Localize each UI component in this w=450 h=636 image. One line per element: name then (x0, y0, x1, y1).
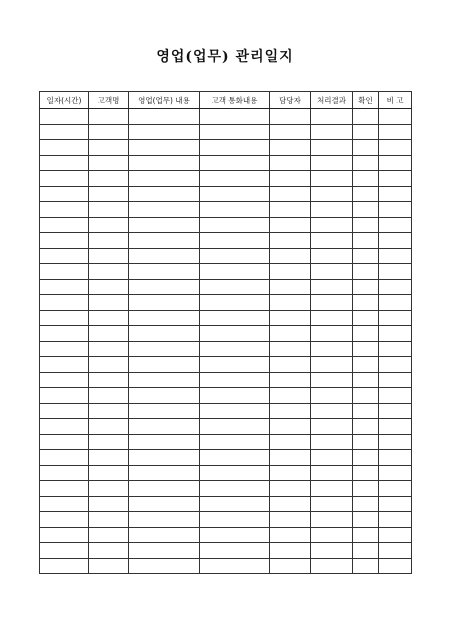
table-cell[interactable] (200, 109, 270, 125)
table-cell[interactable] (40, 512, 89, 528)
table-cell[interactable] (40, 295, 89, 311)
table-cell[interactable] (270, 186, 311, 202)
table-cell[interactable] (379, 326, 412, 342)
table-cell[interactable] (89, 202, 129, 218)
table-cell[interactable] (89, 496, 129, 512)
table-cell[interactable] (40, 186, 89, 202)
table-row (40, 264, 412, 280)
table-cell[interactable] (89, 140, 129, 156)
table-cell[interactable] (311, 279, 353, 295)
table-cell[interactable] (270, 310, 311, 326)
table-cell[interactable] (270, 140, 311, 156)
table-cell[interactable] (40, 434, 89, 450)
col-header-date-time: 일자(시간) (40, 92, 89, 109)
table-cell[interactable] (200, 310, 270, 326)
table-cell[interactable] (353, 279, 379, 295)
table-cell[interactable] (270, 233, 311, 249)
table-cell[interactable] (353, 171, 379, 187)
table-cell[interactable] (129, 465, 200, 481)
table-cell[interactable] (89, 357, 129, 373)
table-row (40, 124, 412, 140)
table-cell[interactable] (311, 264, 353, 280)
table-cell[interactable] (311, 140, 353, 156)
table-cell[interactable] (379, 279, 412, 295)
table-cell[interactable] (89, 326, 129, 342)
table-cell[interactable] (270, 403, 311, 419)
col-header-remarks: 비 고 (379, 92, 412, 109)
table-cell[interactable] (200, 481, 270, 497)
table-row (40, 496, 412, 512)
table-cell[interactable] (129, 171, 200, 187)
table-cell[interactable] (311, 124, 353, 140)
table-cell[interactable] (379, 233, 412, 249)
table-row (40, 140, 412, 156)
table-cell[interactable] (270, 217, 311, 233)
table-cell[interactable] (270, 434, 311, 450)
table-cell[interactable] (40, 171, 89, 187)
table-cell[interactable] (311, 419, 353, 435)
table-cell[interactable] (353, 109, 379, 125)
table-cell[interactable] (40, 217, 89, 233)
table-cell[interactable] (353, 419, 379, 435)
table-row (40, 248, 412, 264)
table-cell[interactable] (129, 295, 200, 311)
table-cell[interactable] (40, 527, 89, 543)
table-cell[interactable] (89, 465, 129, 481)
table-cell[interactable] (40, 155, 89, 171)
management-log-table (39, 91, 412, 574)
table-cell[interactable] (129, 326, 200, 342)
table-cell[interactable] (379, 481, 412, 497)
table-cell[interactable] (379, 341, 412, 357)
table-row (40, 171, 412, 187)
table-cell[interactable] (379, 264, 412, 280)
table-cell[interactable] (270, 450, 311, 466)
col-header-customer-name: 고객명 (89, 92, 129, 109)
table-cell[interactable] (89, 109, 129, 125)
table-cell[interactable] (311, 109, 353, 125)
table-cell[interactable] (379, 388, 412, 404)
table-cell[interactable] (40, 202, 89, 218)
table-cell[interactable] (200, 326, 270, 342)
table-row (40, 465, 412, 481)
table-cell[interactable] (353, 248, 379, 264)
table-cell[interactable] (311, 186, 353, 202)
col-header-business-content: 영업(업무) 내용 (129, 92, 200, 109)
table-cell[interactable] (89, 543, 129, 559)
table-cell[interactable] (311, 310, 353, 326)
table-row (40, 295, 412, 311)
table-cell[interactable] (379, 124, 412, 140)
table-row (40, 357, 412, 373)
table-row (40, 202, 412, 218)
table-cell[interactable] (40, 465, 89, 481)
table-cell[interactable] (129, 512, 200, 528)
table-cell[interactable] (311, 512, 353, 528)
table-row (40, 403, 412, 419)
table-cell[interactable] (40, 357, 89, 373)
table-cell[interactable] (270, 512, 311, 528)
table-cell[interactable] (379, 434, 412, 450)
table-cell[interactable] (353, 403, 379, 419)
table-cell[interactable] (353, 295, 379, 311)
table-cell[interactable] (379, 403, 412, 419)
table-cell[interactable] (311, 171, 353, 187)
table-cell[interactable] (40, 481, 89, 497)
table-cell[interactable] (353, 202, 379, 218)
table-cell[interactable] (353, 512, 379, 528)
table-cell[interactable] (311, 248, 353, 264)
table-cell[interactable] (89, 186, 129, 202)
table-cell[interactable] (311, 543, 353, 559)
table-cell[interactable] (89, 372, 129, 388)
table-cell[interactable] (200, 186, 270, 202)
table-cell[interactable] (129, 372, 200, 388)
table-cell[interactable] (40, 124, 89, 140)
table-cell[interactable] (40, 496, 89, 512)
table-cell[interactable] (200, 171, 270, 187)
table-cell[interactable] (129, 434, 200, 450)
table-row (40, 543, 412, 559)
table-cell[interactable] (40, 419, 89, 435)
table-cell[interactable] (353, 543, 379, 559)
table-cell[interactable] (311, 558, 353, 574)
table-cell[interactable] (200, 295, 270, 311)
table-cell[interactable] (379, 543, 412, 559)
table-cell[interactable] (353, 465, 379, 481)
table-row (40, 109, 412, 125)
table-cell[interactable] (89, 248, 129, 264)
table-row (40, 419, 412, 435)
table-cell[interactable] (379, 186, 412, 202)
table-cell[interactable] (353, 450, 379, 466)
table-cell[interactable] (200, 233, 270, 249)
table-row (40, 434, 412, 450)
table-cell[interactable] (89, 527, 129, 543)
table-cell[interactable] (129, 310, 200, 326)
table-cell[interactable] (200, 264, 270, 280)
table-cell[interactable] (40, 264, 89, 280)
table-cell[interactable] (379, 171, 412, 187)
table-cell[interactable] (200, 543, 270, 559)
table-cell[interactable] (353, 155, 379, 171)
table-cell[interactable] (129, 357, 200, 373)
table-cell[interactable] (353, 372, 379, 388)
table-cell[interactable] (89, 403, 129, 419)
table-cell[interactable] (379, 496, 412, 512)
table-cell[interactable] (200, 496, 270, 512)
table-cell[interactable] (311, 527, 353, 543)
table-cell[interactable] (353, 558, 379, 574)
table-cell[interactable] (40, 558, 89, 574)
table-row (40, 217, 412, 233)
table-cell[interactable] (89, 217, 129, 233)
table-cell[interactable] (270, 372, 311, 388)
table-cell[interactable] (353, 388, 379, 404)
table-row (40, 233, 412, 249)
table-cell[interactable] (270, 248, 311, 264)
table-cell[interactable] (270, 155, 311, 171)
table-cell[interactable] (200, 140, 270, 156)
table-cell[interactable] (200, 388, 270, 404)
table-cell[interactable] (40, 450, 89, 466)
table-cell[interactable] (40, 233, 89, 249)
table-cell[interactable] (129, 233, 200, 249)
col-header-confirm: 확인 (353, 92, 379, 109)
table-cell[interactable] (353, 310, 379, 326)
table-cell[interactable] (311, 357, 353, 373)
table-cell[interactable] (379, 558, 412, 574)
table-cell[interactable] (200, 434, 270, 450)
table-cell[interactable] (40, 109, 89, 125)
table-cell[interactable] (200, 279, 270, 295)
table-cell[interactable] (311, 496, 353, 512)
table-cell[interactable] (379, 155, 412, 171)
table-cell[interactable] (270, 109, 311, 125)
table-cell[interactable] (353, 326, 379, 342)
table-cell[interactable] (129, 558, 200, 574)
table-row (40, 341, 412, 357)
table-cell[interactable] (129, 403, 200, 419)
table-cell[interactable] (129, 248, 200, 264)
table-cell[interactable] (129, 388, 200, 404)
table-cell[interactable] (129, 419, 200, 435)
table-cell[interactable] (270, 341, 311, 357)
table-row (40, 279, 412, 295)
table-cell[interactable] (200, 527, 270, 543)
table-cell[interactable] (311, 155, 353, 171)
table-cell[interactable] (270, 527, 311, 543)
document-title: 영업(업무) 관리일지 (156, 49, 294, 65)
table-row (40, 558, 412, 574)
table-cell[interactable] (40, 248, 89, 264)
table-cell[interactable] (129, 109, 200, 125)
table-cell[interactable] (379, 465, 412, 481)
table-cell[interactable] (40, 310, 89, 326)
table-cell[interactable] (89, 264, 129, 280)
table-cell[interactable] (40, 341, 89, 357)
table-cell[interactable] (200, 450, 270, 466)
table-cell[interactable] (129, 202, 200, 218)
table-cell[interactable] (200, 403, 270, 419)
table-row (40, 388, 412, 404)
table-cell[interactable] (89, 434, 129, 450)
table-cell[interactable] (311, 434, 353, 450)
table-cell[interactable] (379, 450, 412, 466)
col-header-result: 처리결과 (311, 92, 353, 109)
table-cell[interactable] (200, 512, 270, 528)
table-cell[interactable] (200, 155, 270, 171)
table-cell[interactable] (379, 140, 412, 156)
table-cell[interactable] (200, 372, 270, 388)
table-row (40, 372, 412, 388)
table-cell[interactable] (353, 124, 379, 140)
table-cell[interactable] (311, 372, 353, 388)
table-cell[interactable] (40, 140, 89, 156)
table-cell[interactable] (311, 217, 353, 233)
table-cell[interactable] (129, 264, 200, 280)
table-row (40, 527, 412, 543)
table-row (40, 450, 412, 466)
table-row (40, 481, 412, 497)
table-cell[interactable] (200, 341, 270, 357)
table-cell[interactable] (89, 512, 129, 528)
col-header-person-in-charge: 담당자 (270, 92, 311, 109)
table-header-row (40, 92, 412, 109)
table-cell[interactable] (129, 543, 200, 559)
table-cell[interactable] (353, 186, 379, 202)
table-cell[interactable] (200, 124, 270, 140)
table-cell[interactable] (311, 465, 353, 481)
table-cell[interactable] (129, 450, 200, 466)
table-cell[interactable] (311, 341, 353, 357)
table-cell[interactable] (270, 543, 311, 559)
table-cell[interactable] (379, 202, 412, 218)
table-cell[interactable] (89, 310, 129, 326)
table-cell[interactable] (311, 403, 353, 419)
table-cell[interactable] (353, 481, 379, 497)
table-cell[interactable] (270, 124, 311, 140)
table-cell[interactable] (40, 372, 89, 388)
table-cell[interactable] (40, 279, 89, 295)
table-cell[interactable] (270, 264, 311, 280)
table-cell[interactable] (129, 481, 200, 497)
table-cell[interactable] (311, 326, 353, 342)
table-cell[interactable] (270, 295, 311, 311)
table-cell[interactable] (89, 124, 129, 140)
table-cell[interactable] (129, 124, 200, 140)
table-cell[interactable] (353, 140, 379, 156)
table-cell[interactable] (353, 264, 379, 280)
table-cell[interactable] (129, 279, 200, 295)
table-body (40, 109, 412, 574)
table-cell[interactable] (270, 279, 311, 295)
table-cell[interactable] (89, 481, 129, 497)
table-cell[interactable] (270, 357, 311, 373)
table-cell[interactable] (129, 341, 200, 357)
table-cell[interactable] (200, 465, 270, 481)
table-cell[interactable] (89, 171, 129, 187)
table-cell[interactable] (200, 248, 270, 264)
table-cell[interactable] (311, 388, 353, 404)
table-cell[interactable] (89, 388, 129, 404)
table-cell[interactable] (89, 295, 129, 311)
table-cell[interactable] (270, 326, 311, 342)
table-row (40, 512, 412, 528)
table-cell[interactable] (353, 496, 379, 512)
table-cell[interactable] (89, 341, 129, 357)
table-cell[interactable] (379, 527, 412, 543)
table-cell[interactable] (129, 140, 200, 156)
table-cell[interactable] (270, 496, 311, 512)
table-row (40, 186, 412, 202)
table-cell[interactable] (353, 341, 379, 357)
table-cell[interactable] (379, 248, 412, 264)
table-cell[interactable] (379, 295, 412, 311)
table-cell[interactable] (200, 558, 270, 574)
table-cell[interactable] (40, 543, 89, 559)
table-cell[interactable] (129, 527, 200, 543)
table-cell[interactable] (311, 233, 353, 249)
table-cell[interactable] (89, 450, 129, 466)
table-row (40, 326, 412, 342)
table-cell[interactable] (353, 357, 379, 373)
table-cell[interactable] (200, 217, 270, 233)
table-cell[interactable] (89, 155, 129, 171)
table-cell[interactable] (89, 419, 129, 435)
table-cell[interactable] (379, 512, 412, 528)
table-cell[interactable] (89, 279, 129, 295)
table-cell[interactable] (270, 558, 311, 574)
table-cell[interactable] (270, 171, 311, 187)
table-cell[interactable] (311, 450, 353, 466)
table-cell[interactable] (40, 388, 89, 404)
table-cell[interactable] (311, 202, 353, 218)
table-cell[interactable] (353, 527, 379, 543)
table-row (40, 155, 412, 171)
table-cell[interactable] (200, 419, 270, 435)
table-cell[interactable] (89, 558, 129, 574)
table-row (40, 310, 412, 326)
table-cell[interactable] (379, 310, 412, 326)
table-cell[interactable] (200, 202, 270, 218)
table-cell[interactable] (200, 357, 270, 373)
table-cell[interactable] (270, 419, 311, 435)
table-cell[interactable] (311, 481, 353, 497)
table-cell[interactable] (379, 372, 412, 388)
table-cell[interactable] (270, 388, 311, 404)
table-cell[interactable] (129, 217, 200, 233)
table-cell[interactable] (270, 202, 311, 218)
table-cell[interactable] (379, 419, 412, 435)
table-cell[interactable] (353, 217, 379, 233)
table-cell[interactable] (379, 109, 412, 125)
table-cell[interactable] (270, 481, 311, 497)
table-cell[interactable] (353, 233, 379, 249)
table-cell[interactable] (379, 357, 412, 373)
table-cell[interactable] (40, 403, 89, 419)
table-cell[interactable] (129, 496, 200, 512)
table-cell[interactable] (40, 326, 89, 342)
table-cell[interactable] (270, 465, 311, 481)
table-cell[interactable] (311, 295, 353, 311)
table-cell[interactable] (89, 233, 129, 249)
table-cell[interactable] (129, 186, 200, 202)
table-cell[interactable] (353, 434, 379, 450)
table-cell[interactable] (379, 217, 412, 233)
col-header-call-content: 고객 통화내용 (200, 92, 270, 109)
table-cell[interactable] (129, 155, 200, 171)
